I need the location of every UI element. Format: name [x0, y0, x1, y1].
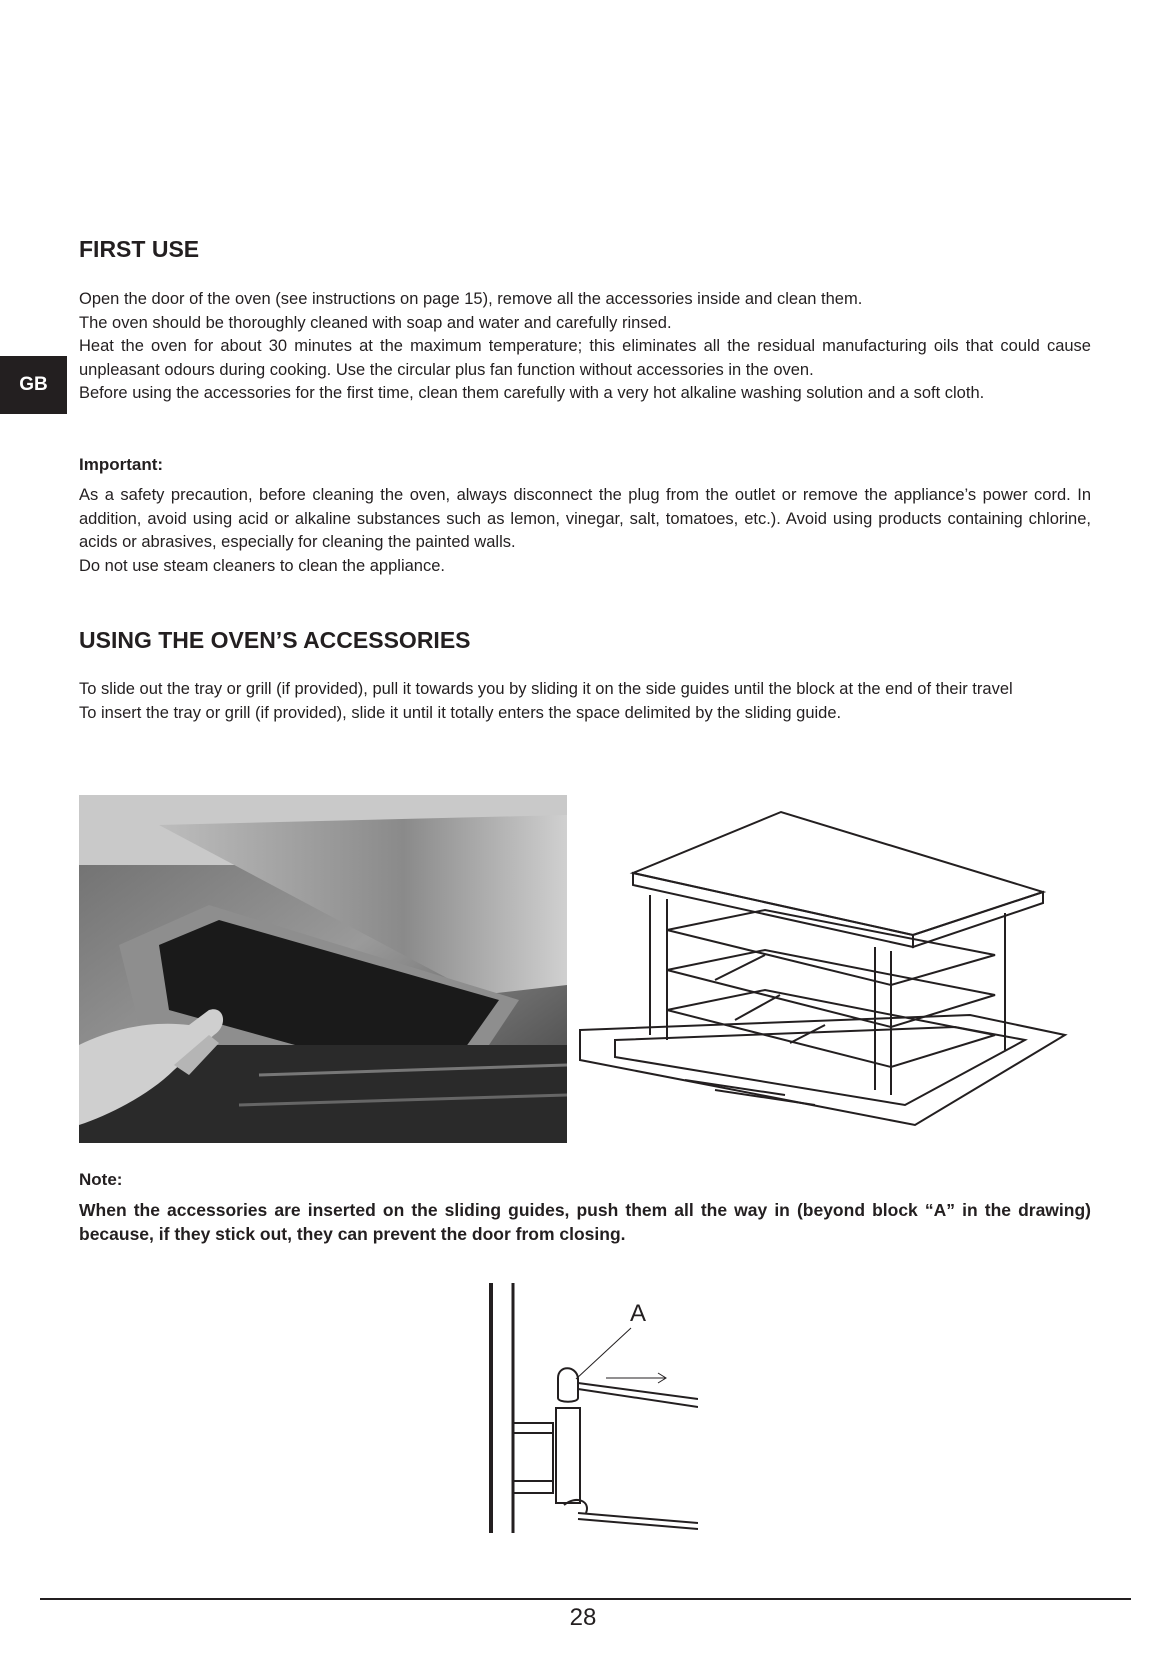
- block-a-detail-drawing: [486, 1283, 698, 1538]
- oven-shelves-drawing: [575, 795, 1075, 1140]
- accessories-paragraph: To insert the tray or grill (if provided), slide it until it totally enters the space delimited by the sliding guide.: [79, 703, 842, 722]
- accessories-body: [79, 678, 1091, 725]
- language-tab: GB: [0, 356, 67, 414]
- page-number: 28: [569, 1604, 597, 1631]
- first-use-paragraph: Heat the oven for about 30 minutes at the maximum temperature; this eliminates all the residual manufacturing oils that could cause unpleasant odours during cooking. Use the circular plus fan function without accessories in the oven.: [79, 337, 1091, 379]
- accessories-heading: USING THE OVEN’S ACCESSORIES: [79, 627, 471, 653]
- tray-photo: [79, 795, 567, 1143]
- important-paragraph: Do not use steam cleaners to clean the appliance.: [79, 556, 445, 575]
- note-label: Note:: [79, 1170, 123, 1189]
- note-text: When the accessories are inserted on the sliding guides, push them all the way in (beyond block “A” in the drawing) because, if they stick out, they can prevent the door from closing.: [79, 1200, 1091, 1244]
- first-use-paragraph: Open the door of the oven (see instructions on page 15), remove all the accessories inside and clean them.: [79, 290, 863, 308]
- first-use-paragraph: Before using the accessories for the first time, clean them carefully with a very hot alkaline washing solution and a soft cloth.: [79, 384, 985, 402]
- first-use-paragraph: The oven should be thoroughly cleaned with soap and water and carefully rinsed.: [79, 313, 672, 332]
- important-body: [79, 484, 1091, 578]
- important-label: Important:: [79, 455, 164, 474]
- important-paragraph: As a safety precaution, before cleaning the oven, always disconnect the plug from the outlet or remove the appliance’s power cord. In addition, avoid using acid or alkaline substances such as lemon, vinegar, salt, tomatoes, etc.). Avoid using products containing chlorine, acids or abrasives, especially for cleaning the painted walls.: [79, 486, 1091, 551]
- footer-rule: [40, 1598, 1131, 1600]
- accessories-paragraph: To slide out the tray or grill (if provided), pull it towards you by sliding it on the side guides until the block at the end of their travel: [79, 680, 1013, 698]
- first-use-heading: FIRST USE: [79, 236, 200, 262]
- block-a-label: A: [630, 1300, 647, 1327]
- first-use-body: [79, 288, 1091, 406]
